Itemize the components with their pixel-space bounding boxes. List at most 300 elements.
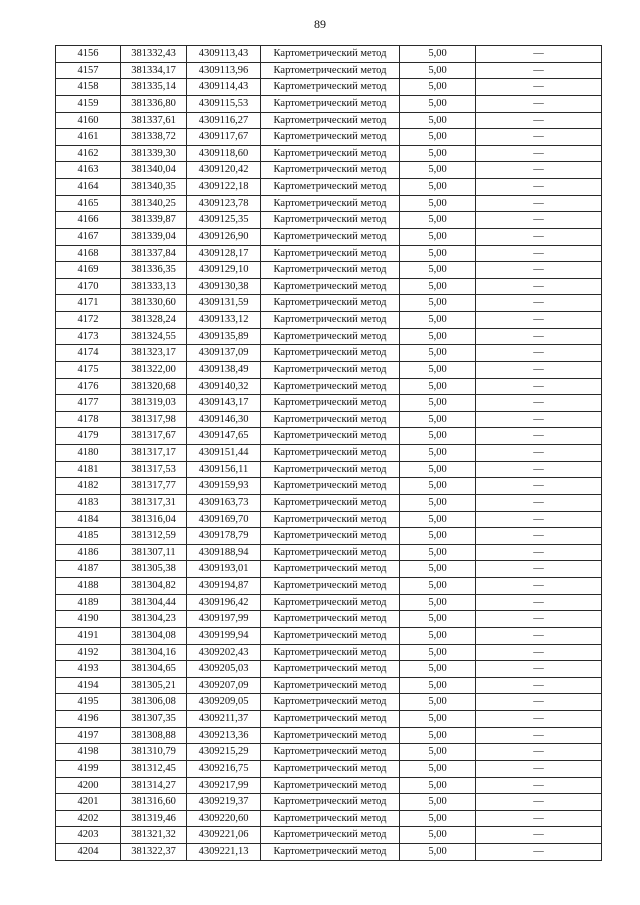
description-cell: —: [476, 411, 602, 428]
x-coordinate-cell: 381304,23: [121, 611, 187, 628]
method-cell: Картометрический метод: [261, 79, 400, 96]
y-coordinate-cell: 4309197,99: [187, 611, 261, 628]
method-cell: Картометрический метод: [261, 395, 400, 412]
point-number-cell: 4191: [56, 627, 121, 644]
accuracy-cell: 5,00: [400, 677, 476, 694]
point-number-cell: 4167: [56, 228, 121, 245]
method-cell: Картометрический метод: [261, 661, 400, 678]
x-coordinate-cell: 381322,00: [121, 361, 187, 378]
y-coordinate-cell: 4309207,09: [187, 677, 261, 694]
description-cell: —: [476, 395, 602, 412]
point-number-cell: 4156: [56, 46, 121, 63]
table-row: [56, 345, 602, 362]
x-coordinate-cell: 381340,35: [121, 179, 187, 196]
description-cell: —: [476, 378, 602, 395]
method-cell: Картометрический метод: [261, 179, 400, 196]
x-coordinate-cell: 381336,80: [121, 95, 187, 112]
accuracy-cell: 5,00: [400, 295, 476, 312]
x-coordinate-cell: 381317,77: [121, 478, 187, 495]
description-cell: —: [476, 428, 602, 445]
x-coordinate-cell: 381324,55: [121, 328, 187, 345]
method-cell: Картометрический метод: [261, 445, 400, 462]
description-cell: —: [476, 212, 602, 229]
accuracy-cell: 5,00: [400, 844, 476, 861]
x-coordinate-cell: 381337,61: [121, 112, 187, 129]
y-coordinate-cell: 4309133,12: [187, 312, 261, 329]
table-row: [56, 361, 602, 378]
y-coordinate-cell: 4309138,49: [187, 361, 261, 378]
point-number-cell: 4188: [56, 578, 121, 595]
description-cell: —: [476, 312, 602, 329]
point-number-cell: 4175: [56, 361, 121, 378]
description-cell: —: [476, 445, 602, 462]
description-cell: —: [476, 827, 602, 844]
method-cell: Картометрический метод: [261, 794, 400, 811]
table-row: [56, 79, 602, 96]
method-cell: Картометрический метод: [261, 644, 400, 661]
point-number-cell: 4179: [56, 428, 121, 445]
description-cell: —: [476, 46, 602, 63]
method-cell: Картометрический метод: [261, 162, 400, 179]
x-coordinate-cell: 381338,72: [121, 129, 187, 146]
point-number-cell: 4157: [56, 62, 121, 79]
accuracy-cell: 5,00: [400, 744, 476, 761]
x-coordinate-cell: 381337,84: [121, 245, 187, 262]
y-coordinate-cell: 4309163,73: [187, 494, 261, 511]
accuracy-cell: 5,00: [400, 760, 476, 777]
method-cell: Картометрический метод: [261, 195, 400, 212]
point-number-cell: 4204: [56, 844, 121, 861]
y-coordinate-cell: 4309131,59: [187, 295, 261, 312]
table-row: [56, 777, 602, 794]
table-row: [56, 179, 602, 196]
point-number-cell: 4181: [56, 461, 121, 478]
point-number-cell: 4176: [56, 378, 121, 395]
point-number-cell: 4199: [56, 760, 121, 777]
accuracy-cell: 5,00: [400, 95, 476, 112]
description-cell: —: [476, 777, 602, 794]
y-coordinate-cell: 4309151,44: [187, 445, 261, 462]
x-coordinate-cell: 381317,53: [121, 461, 187, 478]
x-coordinate-cell: 381312,59: [121, 528, 187, 545]
table-row: [56, 228, 602, 245]
table-row: [56, 578, 602, 595]
accuracy-cell: 5,00: [400, 428, 476, 445]
y-coordinate-cell: 4309211,37: [187, 711, 261, 728]
accuracy-cell: 5,00: [400, 395, 476, 412]
accuracy-cell: 5,00: [400, 228, 476, 245]
y-coordinate-cell: 4309188,94: [187, 544, 261, 561]
point-number-cell: 4190: [56, 611, 121, 628]
accuracy-cell: 5,00: [400, 777, 476, 794]
point-number-cell: 4203: [56, 827, 121, 844]
accuracy-cell: 5,00: [400, 378, 476, 395]
accuracy-cell: 5,00: [400, 278, 476, 295]
method-cell: Картометрический метод: [261, 777, 400, 794]
table-row: [56, 395, 602, 412]
accuracy-cell: 5,00: [400, 661, 476, 678]
point-number-cell: 4161: [56, 129, 121, 146]
method-cell: Картометрический метод: [261, 478, 400, 495]
table-row: [56, 511, 602, 528]
method-cell: Картометрический метод: [261, 611, 400, 628]
y-coordinate-cell: 4309178,79: [187, 528, 261, 545]
accuracy-cell: 5,00: [400, 794, 476, 811]
point-number-cell: 4189: [56, 594, 121, 611]
y-coordinate-cell: 4309156,11: [187, 461, 261, 478]
accuracy-cell: 5,00: [400, 578, 476, 595]
method-cell: Картометрический метод: [261, 627, 400, 644]
y-coordinate-cell: 4309202,43: [187, 644, 261, 661]
method-cell: Картометрический метод: [261, 494, 400, 511]
table-row: [56, 46, 602, 63]
description-cell: —: [476, 677, 602, 694]
method-cell: Картометрический метод: [261, 544, 400, 561]
accuracy-cell: 5,00: [400, 644, 476, 661]
table-row: [56, 212, 602, 229]
y-coordinate-cell: 4309143,17: [187, 395, 261, 412]
y-coordinate-cell: 4309117,67: [187, 129, 261, 146]
description-cell: —: [476, 295, 602, 312]
y-coordinate-cell: 4309194,87: [187, 578, 261, 595]
method-cell: Картометрический метод: [261, 262, 400, 279]
description-cell: —: [476, 112, 602, 129]
description-cell: —: [476, 79, 602, 96]
point-number-cell: 4165: [56, 195, 121, 212]
method-cell: Картометрический метод: [261, 129, 400, 146]
method-cell: Картометрический метод: [261, 428, 400, 445]
x-coordinate-cell: 381317,17: [121, 445, 187, 462]
description-cell: —: [476, 162, 602, 179]
y-coordinate-cell: 4309196,42: [187, 594, 261, 611]
x-coordinate-cell: 381312,45: [121, 760, 187, 777]
x-coordinate-cell: 381332,43: [121, 46, 187, 63]
table-row: [56, 827, 602, 844]
table-row: [56, 62, 602, 79]
x-coordinate-cell: 381320,68: [121, 378, 187, 395]
y-coordinate-cell: 4309140,32: [187, 378, 261, 395]
description-cell: —: [476, 494, 602, 511]
x-coordinate-cell: 381307,35: [121, 711, 187, 728]
x-coordinate-cell: 381310,79: [121, 744, 187, 761]
y-coordinate-cell: 4309213,36: [187, 727, 261, 744]
description-cell: —: [476, 511, 602, 528]
point-number-cell: 4158: [56, 79, 121, 96]
method-cell: Картометрический метод: [261, 228, 400, 245]
y-coordinate-cell: 4309125,35: [187, 212, 261, 229]
description-cell: —: [476, 627, 602, 644]
method-cell: Картометрический метод: [261, 528, 400, 545]
description-cell: —: [476, 328, 602, 345]
description-cell: —: [476, 794, 602, 811]
x-coordinate-cell: 381304,44: [121, 594, 187, 611]
y-coordinate-cell: 4309169,70: [187, 511, 261, 528]
accuracy-cell: 5,00: [400, 711, 476, 728]
point-number-cell: 4182: [56, 478, 121, 495]
method-cell: Картометрический метод: [261, 744, 400, 761]
y-coordinate-cell: 4309123,78: [187, 195, 261, 212]
point-number-cell: 4171: [56, 295, 121, 312]
description-cell: —: [476, 661, 602, 678]
y-coordinate-cell: 4309113,43: [187, 46, 261, 63]
y-coordinate-cell: 4309120,42: [187, 162, 261, 179]
y-coordinate-cell: 4309147,65: [187, 428, 261, 445]
point-number-cell: 4198: [56, 744, 121, 761]
point-number-cell: 4177: [56, 395, 121, 412]
table-row: [56, 112, 602, 129]
method-cell: Картометрический метод: [261, 727, 400, 744]
accuracy-cell: 5,00: [400, 494, 476, 511]
point-number-cell: 4193: [56, 661, 121, 678]
accuracy-cell: 5,00: [400, 245, 476, 262]
accuracy-cell: 5,00: [400, 312, 476, 329]
point-number-cell: 4194: [56, 677, 121, 694]
point-number-cell: 4160: [56, 112, 121, 129]
accuracy-cell: 5,00: [400, 528, 476, 545]
accuracy-cell: 5,00: [400, 411, 476, 428]
y-coordinate-cell: 4309209,05: [187, 694, 261, 711]
method-cell: Картометрический метод: [261, 46, 400, 63]
y-coordinate-cell: 4309113,96: [187, 62, 261, 79]
method-cell: Картометрический метод: [261, 594, 400, 611]
table-row: [56, 744, 602, 761]
accuracy-cell: 5,00: [400, 594, 476, 611]
y-coordinate-cell: 4309146,30: [187, 411, 261, 428]
x-coordinate-cell: 381335,14: [121, 79, 187, 96]
x-coordinate-cell: 381304,08: [121, 627, 187, 644]
y-coordinate-cell: 4309135,89: [187, 328, 261, 345]
point-number-cell: 4172: [56, 312, 121, 329]
description-cell: —: [476, 727, 602, 744]
description-cell: —: [476, 195, 602, 212]
point-number-cell: 4197: [56, 727, 121, 744]
point-number-cell: 4173: [56, 328, 121, 345]
x-coordinate-cell: 381340,25: [121, 195, 187, 212]
table-row: [56, 844, 602, 861]
x-coordinate-cell: 381334,17: [121, 62, 187, 79]
accuracy-cell: 5,00: [400, 511, 476, 528]
table-row: [56, 162, 602, 179]
description-cell: —: [476, 578, 602, 595]
x-coordinate-cell: 381322,37: [121, 844, 187, 861]
x-coordinate-cell: 381317,31: [121, 494, 187, 511]
y-coordinate-cell: 4309128,17: [187, 245, 261, 262]
method-cell: Картометрический метод: [261, 62, 400, 79]
method-cell: Картометрический метод: [261, 561, 400, 578]
y-coordinate-cell: 4309219,37: [187, 794, 261, 811]
y-coordinate-cell: 4309122,18: [187, 179, 261, 196]
table-row: [56, 810, 602, 827]
x-coordinate-cell: 381328,24: [121, 312, 187, 329]
point-number-cell: 4192: [56, 644, 121, 661]
description-cell: —: [476, 461, 602, 478]
x-coordinate-cell: 381316,60: [121, 794, 187, 811]
x-coordinate-cell: 381339,04: [121, 228, 187, 245]
table-row: [56, 411, 602, 428]
y-coordinate-cell: 4309193,01: [187, 561, 261, 578]
accuracy-cell: 5,00: [400, 611, 476, 628]
page-number: 89: [314, 17, 326, 31]
point-number-cell: 4201: [56, 794, 121, 811]
x-coordinate-cell: 381317,67: [121, 428, 187, 445]
y-coordinate-cell: 4309221,13: [187, 844, 261, 861]
y-coordinate-cell: 4309216,75: [187, 760, 261, 777]
table-row: [56, 494, 602, 511]
accuracy-cell: 5,00: [400, 810, 476, 827]
point-number-cell: 4168: [56, 245, 121, 262]
point-number-cell: 4195: [56, 694, 121, 711]
y-coordinate-cell: 4309126,90: [187, 228, 261, 245]
method-cell: Картометрический метод: [261, 345, 400, 362]
table-row: [56, 278, 602, 295]
description-cell: —: [476, 594, 602, 611]
accuracy-cell: 5,00: [400, 727, 476, 744]
y-coordinate-cell: 4309205,03: [187, 661, 261, 678]
description-cell: —: [476, 62, 602, 79]
y-coordinate-cell: 4309116,27: [187, 112, 261, 129]
x-coordinate-cell: 381319,46: [121, 810, 187, 827]
table-row: [56, 694, 602, 711]
table-row: [56, 644, 602, 661]
x-coordinate-cell: 381304,65: [121, 661, 187, 678]
accuracy-cell: 5,00: [400, 262, 476, 279]
description-cell: —: [476, 262, 602, 279]
accuracy-cell: 5,00: [400, 694, 476, 711]
accuracy-cell: 5,00: [400, 46, 476, 63]
accuracy-cell: 5,00: [400, 827, 476, 844]
point-number-cell: 4164: [56, 179, 121, 196]
method-cell: Картометрический метод: [261, 378, 400, 395]
accuracy-cell: 5,00: [400, 79, 476, 96]
point-number-cell: 4169: [56, 262, 121, 279]
description-cell: —: [476, 145, 602, 162]
method-cell: Картометрический метод: [261, 711, 400, 728]
x-coordinate-cell: 381319,03: [121, 395, 187, 412]
table-body: [56, 46, 602, 861]
method-cell: Картометрический метод: [261, 694, 400, 711]
point-number-cell: 4162: [56, 145, 121, 162]
method-cell: Картометрический метод: [261, 827, 400, 844]
table-row: [56, 561, 602, 578]
accuracy-cell: 5,00: [400, 112, 476, 129]
table-row: [56, 428, 602, 445]
y-coordinate-cell: 4309114,43: [187, 79, 261, 96]
description-cell: —: [476, 711, 602, 728]
x-coordinate-cell: 381336,35: [121, 262, 187, 279]
x-coordinate-cell: 381316,04: [121, 511, 187, 528]
y-coordinate-cell: 4309159,93: [187, 478, 261, 495]
method-cell: Картометрический метод: [261, 295, 400, 312]
coordinates-table: [55, 45, 602, 861]
table-row: [56, 794, 602, 811]
x-coordinate-cell: 381307,11: [121, 544, 187, 561]
method-cell: Картометрический метод: [261, 361, 400, 378]
x-coordinate-cell: 381321,32: [121, 827, 187, 844]
x-coordinate-cell: 381333,13: [121, 278, 187, 295]
point-number-cell: 4185: [56, 528, 121, 545]
method-cell: Картометрический метод: [261, 411, 400, 428]
x-coordinate-cell: 381304,16: [121, 644, 187, 661]
point-number-cell: 4183: [56, 494, 121, 511]
point-number-cell: 4186: [56, 544, 121, 561]
x-coordinate-cell: 381317,98: [121, 411, 187, 428]
method-cell: Картометрический метод: [261, 677, 400, 694]
description-cell: —: [476, 179, 602, 196]
accuracy-cell: 5,00: [400, 62, 476, 79]
y-coordinate-cell: 4309199,94: [187, 627, 261, 644]
table-row: [56, 478, 602, 495]
y-coordinate-cell: 4309115,53: [187, 95, 261, 112]
description-cell: —: [476, 129, 602, 146]
point-number-cell: 4196: [56, 711, 121, 728]
description-cell: —: [476, 694, 602, 711]
method-cell: Картометрический метод: [261, 578, 400, 595]
accuracy-cell: 5,00: [400, 179, 476, 196]
table-row: [56, 627, 602, 644]
x-coordinate-cell: 381305,21: [121, 677, 187, 694]
description-cell: —: [476, 744, 602, 761]
description-cell: —: [476, 361, 602, 378]
accuracy-cell: 5,00: [400, 561, 476, 578]
y-coordinate-cell: 4309217,99: [187, 777, 261, 794]
table-row: [56, 760, 602, 777]
accuracy-cell: 5,00: [400, 195, 476, 212]
x-coordinate-cell: 381330,60: [121, 295, 187, 312]
x-coordinate-cell: 381305,38: [121, 561, 187, 578]
accuracy-cell: 5,00: [400, 145, 476, 162]
table-row: [56, 528, 602, 545]
method-cell: Картометрический метод: [261, 245, 400, 262]
table-row: [56, 378, 602, 395]
y-coordinate-cell: 4309221,06: [187, 827, 261, 844]
x-coordinate-cell: 381339,30: [121, 145, 187, 162]
point-number-cell: 4166: [56, 212, 121, 229]
table-row: [56, 95, 602, 112]
table-row: [56, 445, 602, 462]
method-cell: Картометрический метод: [261, 844, 400, 861]
x-coordinate-cell: 381323,17: [121, 345, 187, 362]
accuracy-cell: 5,00: [400, 627, 476, 644]
point-number-cell: 4180: [56, 445, 121, 462]
x-coordinate-cell: 381304,82: [121, 578, 187, 595]
y-coordinate-cell: 4309215,29: [187, 744, 261, 761]
method-cell: Картометрический метод: [261, 112, 400, 129]
point-number-cell: 4202: [56, 810, 121, 827]
y-coordinate-cell: 4309137,09: [187, 345, 261, 362]
description-cell: —: [476, 561, 602, 578]
table-row: [56, 245, 602, 262]
method-cell: Картометрический метод: [261, 810, 400, 827]
point-number-cell: 4187: [56, 561, 121, 578]
table-row: [56, 661, 602, 678]
accuracy-cell: 5,00: [400, 162, 476, 179]
description-cell: —: [476, 478, 602, 495]
description-cell: —: [476, 95, 602, 112]
table-row: [56, 262, 602, 279]
description-cell: —: [476, 810, 602, 827]
x-coordinate-cell: 381306,08: [121, 694, 187, 711]
y-coordinate-cell: 4309129,10: [187, 262, 261, 279]
table-row: [56, 295, 602, 312]
table-row: [56, 129, 602, 146]
x-coordinate-cell: 381314,27: [121, 777, 187, 794]
description-cell: —: [476, 544, 602, 561]
y-coordinate-cell: 4309220,60: [187, 810, 261, 827]
accuracy-cell: 5,00: [400, 361, 476, 378]
table-row: [56, 145, 602, 162]
description-cell: —: [476, 528, 602, 545]
table-row: [56, 312, 602, 329]
